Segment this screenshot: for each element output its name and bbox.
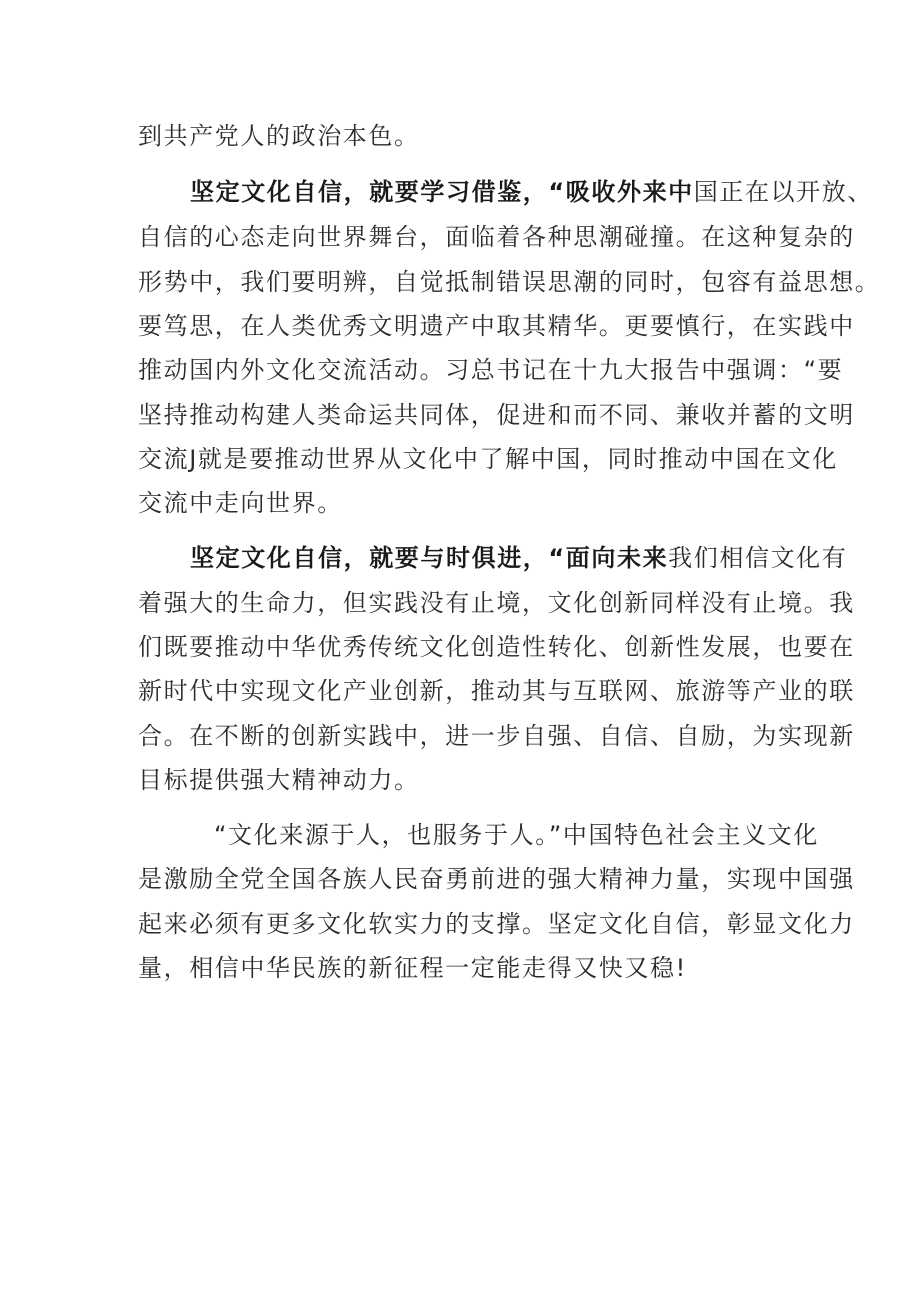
paragraph-3-line-4: 量，相信中华民族的新征程一定能走得又快又稳! xyxy=(138,954,687,982)
paragraph-1-line-1 xyxy=(190,172,873,212)
paragraph-3-line-3: 起来必须有更多文化软实力的支撑。坚定文化自信，彰显文化力 xyxy=(138,910,855,938)
paragraph-2-line-5: 合。在不断的创新实践中，进一步自强、自信、自励，为实现新 xyxy=(138,722,855,750)
paragraph-1-line-4: 要笃思，在人类优秀文明遗产中取其精华。更要慎行，在实践中 xyxy=(138,312,855,340)
paragraph-2-first-rest: 我们相信文化有 xyxy=(668,544,848,572)
paragraph-1-line-5: 推动国内外文化交流活动。习总书记在十九大报告中强调：“要 xyxy=(138,356,844,384)
paragraph-2-line-4: 新时代中实现文化产业创新，推动其与互联网、旅游等产业的联 xyxy=(138,677,855,705)
paragraph-1-line-7: 交流J就是要推动世界从文化中了解中国，同时推动中国在文化 xyxy=(138,445,838,473)
paragraph-3-line-2: 是激励全党全国各族人民奋勇前进的强大精神力量，实现中国强 xyxy=(138,865,855,893)
paragraph-3-line-1: “文化来源于人，也服务于人。”中国特色社会主义文化 xyxy=(214,821,819,849)
paragraph-1-line-6: 坚持推动构建人类命运共同体，促进和而不同、兼收并蓄的文明 xyxy=(138,401,855,429)
paragraph-2-line-1 xyxy=(190,538,847,578)
paragraph-1-line-3: 形势中，我们要明辨，自觉抵制错误思潮的同时，包容有益思想。 xyxy=(138,268,881,296)
paragraph-1-first-rest: 国正在以开放、 xyxy=(693,178,873,206)
paragraph-1-heading: 坚定文化自信，就要学习借鉴，“吸收外来中 xyxy=(190,178,694,206)
paragraph-0-line-1: 到共产党人的政治本色。 xyxy=(138,122,420,150)
paragraph-2-heading: 坚定文化自信，就要与时俱进，“面向未来 xyxy=(190,544,669,572)
paragraph-2-line-2: 着强大的生命力，但实践没有止境，文化创新同样没有止境。我 xyxy=(138,589,855,617)
paragraph-2-line-6: 目标提供强大精神动力。 xyxy=(138,766,420,794)
paragraph-1-line-8: 交流中走向世界。 xyxy=(138,489,343,517)
paragraph-1-line-2: 自信的心态走向世界舞台，面临着各种思潮碰撞。在这种复杂的 xyxy=(138,223,855,251)
paragraph-2-line-3: 们既要推动中华优秀传统文化创造性转化、创新性发展，也要在 xyxy=(138,633,855,661)
